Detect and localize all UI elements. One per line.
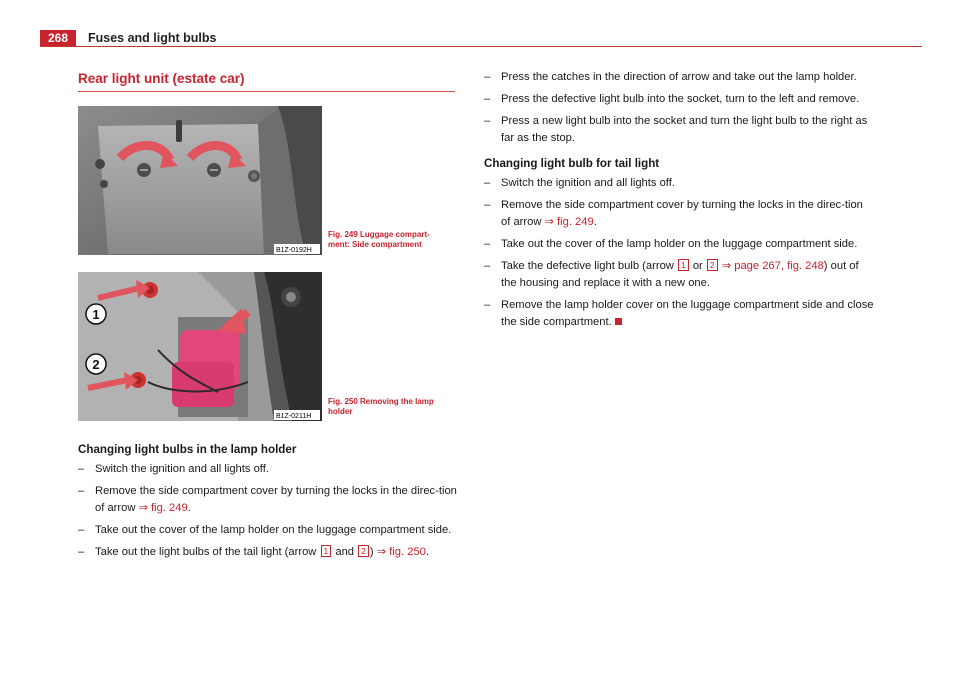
- figure-249-caption: Fig. 249 Luggage compart- ment: Side compartment: [328, 230, 430, 249]
- list-item: – Press the defective light bulb into the socket, turn to the left and remove.: [484, 93, 860, 105]
- page-267-link[interactable]: ⇒ page 267, fig. 248: [721, 260, 824, 272]
- list-item: – Take out the cover of the lamp holder on the luggage compartment side.: [484, 238, 858, 250]
- tail-light-subheading: Changing light bulb for tail light: [484, 157, 660, 170]
- callout-2: 2: [92, 357, 100, 372]
- section-end-icon: [615, 318, 622, 325]
- figure-250-code: B1Z-0211H: [276, 413, 312, 420]
- figure-250-caption: Fig. 250 Removing the lamp holder: [328, 397, 434, 416]
- right-column: [484, 69, 874, 336]
- fig-250-link[interactable]: ⇒ fig. 250: [376, 546, 426, 558]
- arrow-1-badge: 1: [321, 545, 332, 557]
- chapter-title: Fuses and light bulbs: [88, 31, 217, 45]
- list-item: – Remove the side compartment cover by turning the locks in the direc-tion of arrow ⇒ fig. 249.: [484, 199, 863, 228]
- section-rule: [78, 91, 455, 92]
- list-item: – Press a new light bulb into the socket and turn the light bulb to the right as far as the stop.: [484, 115, 868, 144]
- figure-249-code: B1Z-0192H: [276, 247, 312, 254]
- list-item: – Press the catches in the direction of arrow and take out the lamp holder.: [484, 71, 857, 83]
- fig-249-link[interactable]: ⇒ fig. 249: [138, 502, 188, 514]
- section-title: Rear light unit (estate car): [78, 71, 245, 86]
- list-item: – Switch the ignition and all lights off.: [78, 463, 269, 475]
- list-item: – Take out the cover of the lamp holder on the luggage compartment side.: [78, 524, 452, 536]
- figure-249-image: [78, 106, 322, 255]
- fig-249-link[interactable]: ⇒ fig. 249: [544, 216, 594, 228]
- arrow-2-badge: 2: [358, 545, 369, 557]
- arrow-1-badge: 1: [678, 259, 689, 271]
- callout-1: 1: [92, 307, 100, 322]
- list-item: – Remove the lamp holder cover on the luggage compartment side and close the side compartment.: [484, 299, 874, 328]
- page-number: 268: [40, 30, 76, 47]
- header-rule: [40, 46, 922, 47]
- arrow-2-badge: 2: [707, 259, 718, 271]
- left-column: [78, 441, 463, 566]
- list-item: – Take the defective light bulb (arrow 1 or 2 ⇒ page 267, fig. 248) out of the housing and replace it with a new one.: [484, 260, 859, 289]
- figure-250-image: [78, 272, 322, 421]
- list-item: – Take out the light bulbs of the tail light (arrow 1 and 2 ) ⇒ fig. 250.: [78, 546, 429, 558]
- lamp-holder-subheading: Changing light bulbs in the lamp holder: [78, 443, 297, 456]
- list-item: – Switch the ignition and all lights off.: [484, 177, 675, 189]
- list-item: – Remove the side compartment cover by turning the locks in the direc-tion of arrow ⇒ fig. 249.: [78, 485, 457, 514]
